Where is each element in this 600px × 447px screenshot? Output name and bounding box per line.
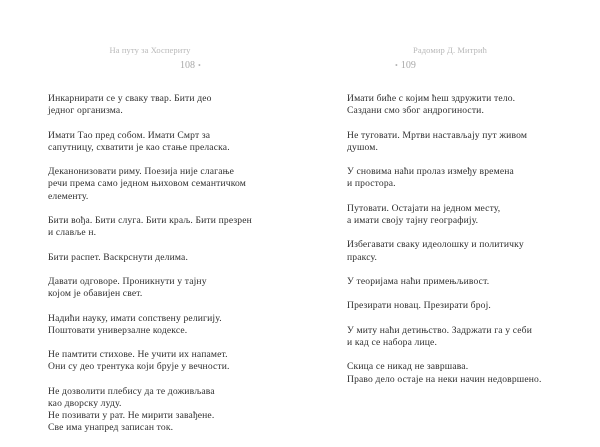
- poem-line: Путовати. Остајати на једном месту,: [347, 202, 501, 214]
- poem-line: Поштовати универзалне кодексе.: [48, 324, 188, 336]
- poem-line: Бити распет. Васкрснути делима.: [48, 251, 189, 263]
- poem-line: Скица се никад не завршава.: [347, 361, 469, 373]
- poem-line: Право дело остаје на неки начин недовршено.: [347, 373, 542, 385]
- poem-line: Они су део трентука који брује у вечности.: [48, 361, 230, 373]
- stanza: [48, 215, 278, 239]
- stanza: [347, 93, 582, 117]
- poem-line: Не туговати. Мртви настављају пут живом: [347, 129, 528, 141]
- poem-line: једног организма.: [48, 105, 123, 117]
- poem-line: а имати своју тајну географију.: [347, 214, 479, 226]
- poem-line: Саздани смо због андрогиности.: [347, 105, 484, 117]
- poem-text-right: [347, 93, 582, 398]
- stanza: [347, 361, 582, 385]
- poem-line: као дворску луду.: [48, 397, 122, 409]
- poem-line: Не позивати у рат. Не мирити завађене.: [48, 410, 215, 422]
- poem-line: Давати одговоре. Проникнути у тајну: [48, 275, 207, 287]
- poem-line: Надићи науку, имати сопствену религију.: [48, 312, 222, 324]
- stanza: [347, 203, 582, 227]
- stanza: [48, 386, 278, 435]
- stanza: [48, 252, 278, 264]
- dot-ornament-icon: •: [395, 61, 398, 70]
- poem-line: Избегавати сваку идеолошку и политичку: [347, 239, 524, 251]
- stanza: [48, 276, 278, 300]
- right-page: [300, 0, 600, 443]
- poem-line: Све има унапред записан ток.: [48, 422, 174, 434]
- page-number-left: [180, 60, 201, 71]
- left-page: [0, 0, 300, 443]
- page-number-value: 108: [180, 60, 195, 71]
- stanza: [48, 166, 278, 203]
- poem-line: и простора.: [347, 178, 396, 190]
- stanza: [347, 325, 582, 349]
- poem-line: праксу.: [347, 251, 378, 263]
- page-number-right: [395, 60, 416, 71]
- poem-line: душом.: [347, 141, 379, 153]
- poem-line: и славље н.: [48, 227, 97, 239]
- stanza: [48, 130, 278, 154]
- stanza: [48, 349, 278, 373]
- running-head-left: На путу за Хоспериту: [109, 45, 191, 55]
- poem-text-left: [48, 93, 278, 447]
- poem-line: Бити вођа. Бити слуга. Бити краљ. Бити презрен: [48, 214, 252, 226]
- stanza: [347, 300, 582, 312]
- poem-line: Имати биће с којим ћеш здружити тело.: [347, 93, 516, 104]
- page-number-value: 109: [400, 60, 416, 71]
- poem-line: Инкарнирати се у сваку твар. Бити део: [48, 93, 212, 104]
- stanza: [347, 166, 582, 190]
- running-head-right: Радомир Д. Митрић: [413, 45, 487, 55]
- poem-line: елементу.: [48, 190, 89, 202]
- stanza: [347, 130, 582, 154]
- poem-line: којом је обавијен свет.: [48, 288, 143, 300]
- poem-line: У теоријама наћи примењљивост.: [347, 275, 490, 287]
- poem-line: Не памтити стихове. Не учити их напамет.: [48, 349, 228, 361]
- poem-line: сапутницу, схватити је као стање преласка.: [48, 141, 230, 153]
- stanza: [347, 239, 582, 263]
- stanza: [48, 313, 278, 337]
- poem-line: Презирати новац. Презирати број.: [347, 300, 491, 312]
- stanza: [347, 276, 582, 288]
- poem-line: Деканонизовати риму. Поезија није слагање: [48, 166, 235, 178]
- poem-line: Не дозволити плебису да те доживљава: [48, 385, 215, 397]
- poem-line: У миту наћи детињство. Задржати га у себи: [347, 324, 532, 336]
- stanza: [48, 93, 278, 117]
- dot-ornament-icon: •: [198, 61, 201, 70]
- poem-line: и кад се набора лице.: [347, 336, 438, 348]
- poem-line: Имати Тао пред собом. Имати Смрт за: [48, 129, 211, 141]
- poem-line: У сновима наћи пролаз између времена: [347, 166, 514, 178]
- poem-line: речи према само једном њиховом семантичком: [48, 178, 247, 190]
